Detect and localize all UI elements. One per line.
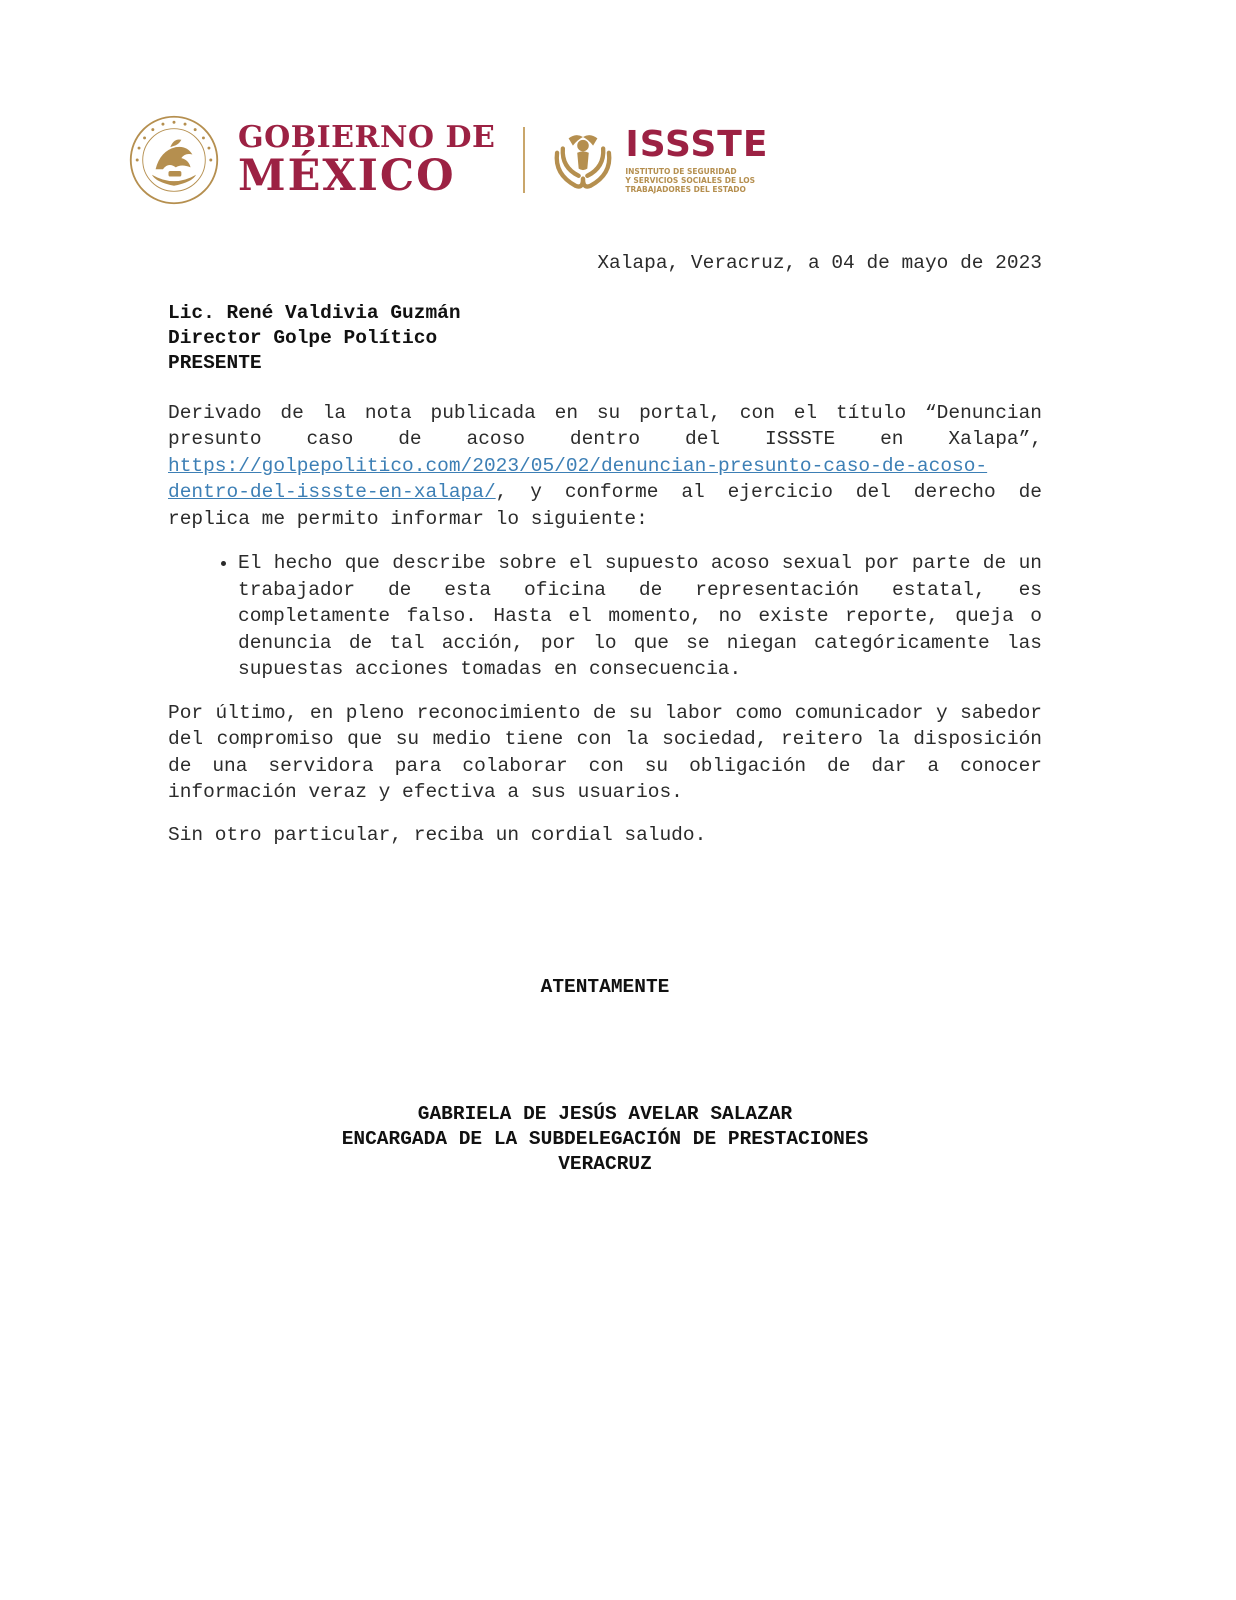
list-item: • El hecho que describe sobre el supuesto acoso sexual por parte de un trabajador de esta oficina de representación estatal, es completamente falso. Hasta el momento, no existe reporte, queja o denuncia de tal acción, por lo que se niegan categóricamente las supuestas acciones tomadas en consecuencia. <box>238 550 1042 683</box>
farewell-paragraph: Sin otro particular, reciba un cordial saludo. <box>168 823 707 846</box>
letter-body <box>168 250 1042 848</box>
closing-paragraph: Por último, en pleno reconocimiento de su labor como comunicador y sabedor del compromiso que su medio tiene con la sociedad, reitero la disposición de una servidora para colaborar con su obligación de dar a conocer información veraz y efectiva a sus usuarios. <box>168 701 1042 803</box>
article-link[interactable]: https://golpepolitico.com/2023/05/02/denuncian-presunto-caso-de-acoso-dentro-del-issste-en-xalapa/ <box>168 454 988 503</box>
addressee-block <box>168 301 1042 376</box>
intro-paragraph <box>168 400 1042 533</box>
gobierno-line-2: MÉXICO <box>238 150 456 201</box>
issste-name: ISSSTE <box>625 123 769 165</box>
issste-wordmark <box>625 123 769 194</box>
issste-hands-logo-icon <box>547 124 619 196</box>
letter-date: Xalapa, Veracruz, a 04 de mayo de 2023 <box>597 252 1042 274</box>
closing-salutation: ATENTAMENTE <box>540 976 670 998</box>
gobierno-de-mexico-wordmark <box>238 119 496 201</box>
logo-divider <box>523 127 525 193</box>
signatory-position: ENCARGADA DE LA SUBDELEGACIÓN DE PRESTACIONES <box>341 1128 869 1150</box>
mexico-coat-of-arms-seal-icon <box>128 114 220 206</box>
signatory-location: VERACRUZ <box>558 1153 652 1175</box>
issste-subtitle: INSTITUTO DE SEGURIDAD Y SERVICIOS SOCIALES DE LOS TRABAJADORES DEL ESTADO <box>625 166 755 194</box>
intro-text-after: , y conforme al ejercicio del derecho de replica me permito informar lo siguiente: <box>168 481 1042 530</box>
addressee-title: Director Golpe Político <box>168 326 438 349</box>
addressee-greeting: PRESENTE <box>168 351 262 374</box>
bullet-list <box>168 550 1042 683</box>
intro-text-before: Derivado de la nota publicada en su portal, con el título “Denuncian presunto caso de acoso dentro del ISSSTE en Xalapa”, <box>168 401 1042 450</box>
signatory-name: GABRIELA DE JESÚS AVELAR SALAZAR <box>417 1103 793 1125</box>
gobierno-line-1: GOBIERNO DE <box>238 119 496 155</box>
addressee-name: Lic. René Valdivia Guzmán <box>168 301 461 324</box>
signature-block <box>0 1102 1210 1177</box>
letterhead <box>128 112 768 208</box>
